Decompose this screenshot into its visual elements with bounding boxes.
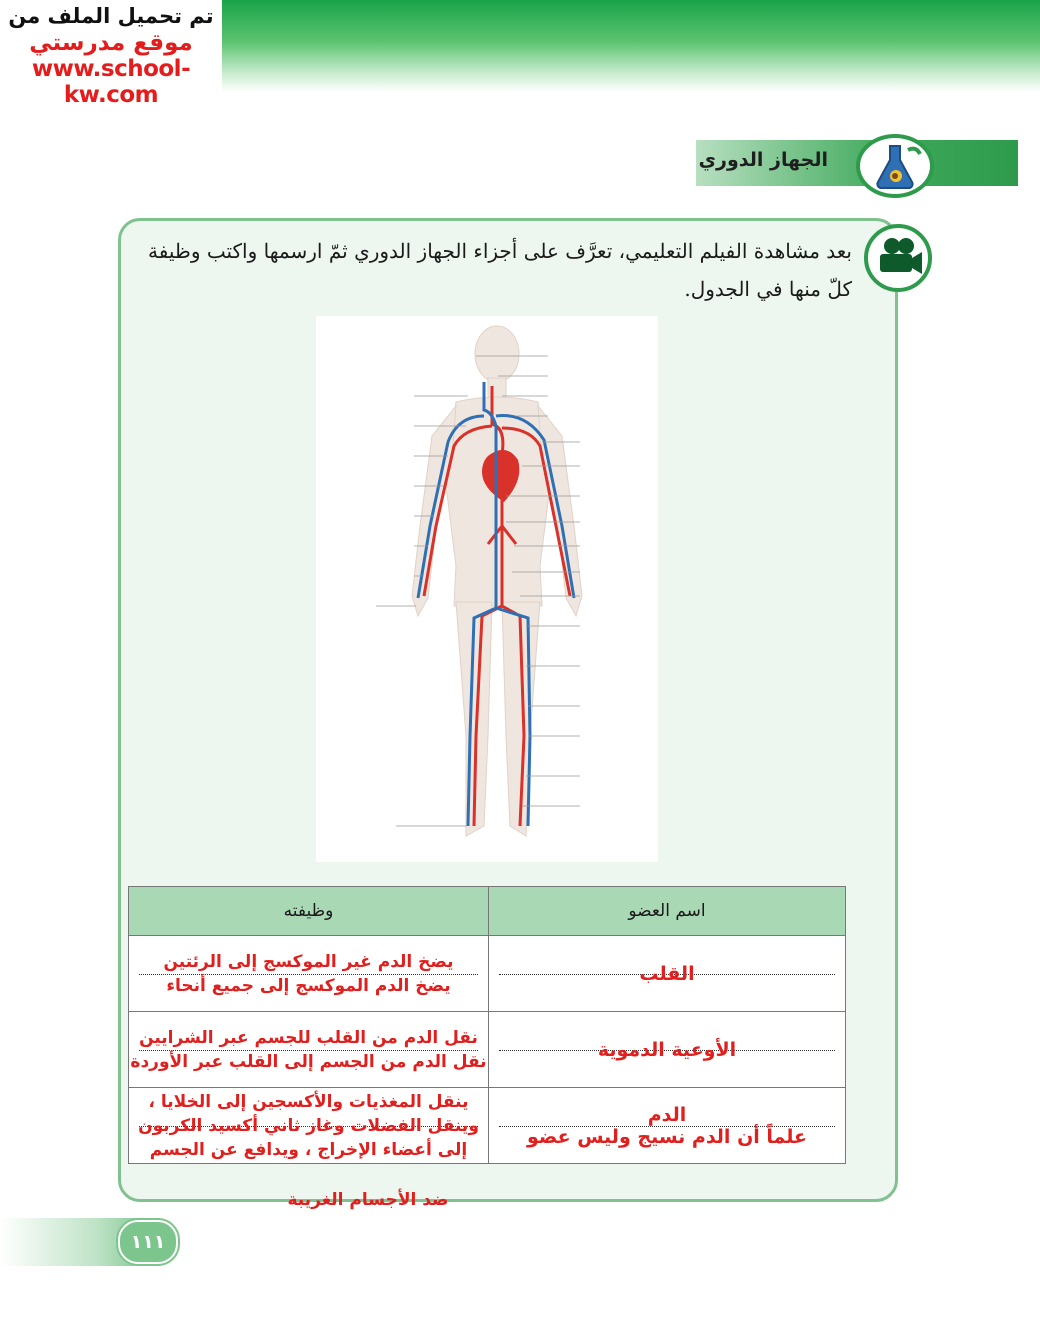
organ-answer: القلب bbox=[639, 962, 695, 985]
table-row bbox=[129, 1088, 846, 1164]
circulatory-system-diagram bbox=[316, 316, 658, 862]
table-row bbox=[129, 936, 846, 1012]
flask-icon bbox=[856, 134, 934, 198]
table-row bbox=[129, 1012, 846, 1088]
function-answer-line: يضخ الدم الموكسج إلى جميع أنحاء bbox=[166, 975, 451, 996]
function-cell bbox=[129, 1012, 489, 1088]
organ-column-header: اسم العضو bbox=[489, 887, 846, 936]
video-camera-icon bbox=[864, 224, 932, 292]
section-title: الجهاز الدوري bbox=[698, 149, 828, 171]
watermark-url: www.school-kw.com bbox=[31, 56, 191, 108]
function-answer-line: ينقل المغذيات والأكسجين إلى الخلايا ، bbox=[148, 1091, 469, 1112]
organ-cell bbox=[489, 936, 846, 1012]
organ-note: علماً أن الدم نسيج وليس عضو bbox=[526, 1125, 808, 1148]
function-answer-line: إلى أعضاء الإخراج ، ويدافع عن الجسم bbox=[149, 1139, 468, 1160]
page-number: ١١١ bbox=[118, 1220, 178, 1264]
function-answer-overflow: ضد الأجسام الغريبة bbox=[287, 1190, 449, 1210]
function-answer-line: يضخ الدم غير الموكسج إلى الرئتين bbox=[163, 951, 454, 972]
activity-instruction: بعد مشاهدة الفيلم التعليمي، تعرَّف على أجزاء الجهاز الدوري ثمّ ارسمها واكتب وظيفة كلّ منها في الجدول. bbox=[148, 239, 852, 301]
function-column-header: وظيفته bbox=[129, 887, 489, 936]
watermark-line1: تم تحميل الملف من bbox=[8, 4, 214, 28]
function-cell bbox=[129, 936, 489, 1012]
watermark-site-name: موقع مدرستي bbox=[29, 30, 193, 56]
function-cell bbox=[129, 1088, 489, 1164]
function-answer-line: نقل الدم من القلب للجسم عبر الشرايين bbox=[139, 1027, 478, 1048]
watermark bbox=[0, 0, 222, 108]
function-answer-line: نقل الدم من الجسم إلى القلب عبر الأوردة bbox=[130, 1051, 487, 1072]
organ-answer: الدم bbox=[647, 1103, 687, 1126]
organ-cell bbox=[489, 1088, 846, 1164]
function-answer-line: وينقل الفضلات وغاز ثاني أكسيد الكربون bbox=[138, 1115, 479, 1136]
organ-cell bbox=[489, 1012, 846, 1088]
organ-function-table bbox=[128, 886, 846, 1164]
organ-answer: الأوعية الدموية bbox=[597, 1038, 737, 1061]
